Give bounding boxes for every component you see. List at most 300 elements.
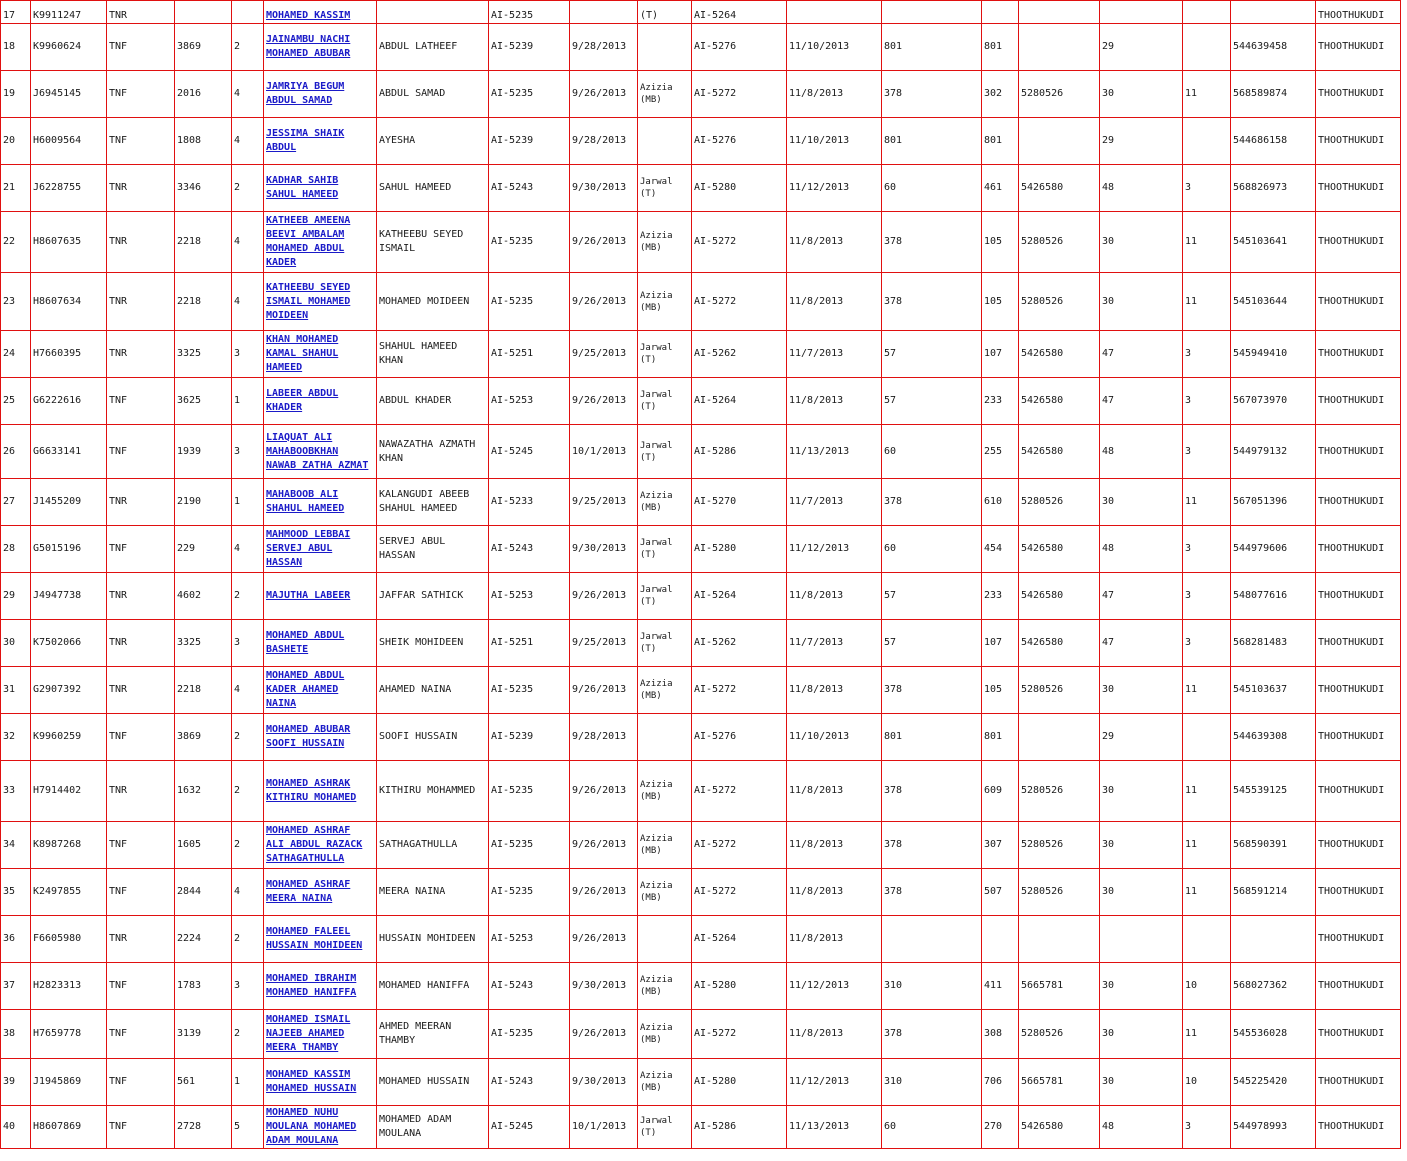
passport-number-cell: K2497855: [31, 869, 107, 916]
category-code-cell: TNR: [107, 1, 175, 24]
room-number-cell: 107: [982, 331, 1019, 378]
category-code-cell: TNR: [107, 916, 175, 963]
departure-flight-cell: AI-5243: [489, 1059, 570, 1106]
serial-number-cell: 34: [1, 822, 31, 869]
return-date-cell: 11/13/2013: [787, 425, 882, 479]
pilgrim-name-link-cell[interactable]: [264, 24, 377, 71]
maktab-number-cell: 47: [1100, 620, 1183, 667]
accommodation-area-cell: Azizia (MB): [638, 869, 692, 916]
bus-number-cell: 3: [1183, 165, 1231, 212]
passport-number-cell: G6633141: [31, 425, 107, 479]
departure-date-cell: 10/1/2013: [570, 1106, 638, 1149]
building-number-cell: [882, 1, 982, 24]
pilgrim-name-link[interactable]: KADHAR SAHIB SAHUL HAMEED: [266, 175, 339, 200]
cover-number-cell: 561: [175, 1059, 232, 1106]
cover-number-cell: 3325: [175, 331, 232, 378]
phone-number-cell: 5280526: [1019, 212, 1100, 273]
phone-number-cell: 5280526: [1019, 71, 1100, 118]
serial-number-cell: 33: [1, 761, 31, 822]
return-date-cell: 11/8/2013: [787, 212, 882, 273]
table-row: [1, 118, 1401, 165]
return-flight-cell: AI-5264: [692, 916, 787, 963]
departure-flight-cell: AI-5239: [489, 118, 570, 165]
table-row: [1, 667, 1401, 714]
departure-flight-cell: AI-5253: [489, 916, 570, 963]
accommodation-area-cell: Azizia (MB): [638, 1010, 692, 1059]
pilgrim-name-link[interactable]: MOHAMED NUHU MOULANA MOHAMED ADAM MOULANA: [266, 1107, 357, 1146]
serial-number-cell: 40: [1, 1106, 31, 1149]
category-code-cell: TNF: [107, 714, 175, 761]
serial-number-cell: 21: [1, 165, 31, 212]
departure-flight-cell: AI-5235: [489, 212, 570, 273]
departure-date-cell: 9/26/2013: [570, 761, 638, 822]
return-date-cell: 11/13/2013: [787, 1106, 882, 1149]
return-date-cell: 11/8/2013: [787, 761, 882, 822]
person-count-cell: 2: [232, 916, 264, 963]
pilgrim-name-link-cell[interactable]: [264, 573, 377, 620]
category-code-cell: TNF: [107, 1059, 175, 1106]
head-name-cell: MEERA NAINA: [377, 869, 489, 916]
person-count-cell: 2: [232, 573, 264, 620]
district-cell: THOOTHUKUDI: [1316, 378, 1401, 425]
pilgrim-name-link[interactable]: MOHAMED ASHRAF ALI ABDUL RAZACK SATHAGATHULLA: [266, 825, 363, 864]
person-count-cell: 4: [232, 526, 264, 573]
pilgrim-name-link[interactable]: JESSIMA SHAIK ABDUL: [266, 128, 345, 153]
departure-date-cell: 9/26/2013: [570, 71, 638, 118]
head-name-cell: ABDUL LATHEEF: [377, 24, 489, 71]
pilgrim-name-link-cell[interactable]: [264, 620, 377, 667]
district-cell: THOOTHUKUDI: [1316, 526, 1401, 573]
accommodation-area-cell: Jarwal (T): [638, 573, 692, 620]
receipt-number-cell: 567073970: [1231, 378, 1316, 425]
accommodation-area-cell: Jarwal (T): [638, 165, 692, 212]
person-count-cell: 2: [232, 761, 264, 822]
head-name-cell: SATHAGATHULLA: [377, 822, 489, 869]
cover-number-cell: 1605: [175, 822, 232, 869]
departure-flight-cell: AI-5235: [489, 667, 570, 714]
departure-flight-cell: AI-5243: [489, 526, 570, 573]
departure-date-cell: 9/26/2013: [570, 916, 638, 963]
table-row: [1, 479, 1401, 526]
departure-date-cell: 9/28/2013: [570, 714, 638, 761]
departure-date-cell: 9/26/2013: [570, 378, 638, 425]
district-cell: THOOTHUKUDI: [1316, 1059, 1401, 1106]
receipt-number-cell: 544978993: [1231, 1106, 1316, 1149]
passport-number-cell: H8607635: [31, 212, 107, 273]
phone-number-cell: 5280526: [1019, 667, 1100, 714]
district-cell: THOOTHUKUDI: [1316, 573, 1401, 620]
category-code-cell: TNF: [107, 378, 175, 425]
room-number-cell: 233: [982, 378, 1019, 425]
passport-number-cell: J1945869: [31, 1059, 107, 1106]
pilgrim-name-link[interactable]: LABEER ABDUL KHADER: [266, 388, 339, 413]
serial-number-cell: 22: [1, 212, 31, 273]
bus-number-cell: 10: [1183, 963, 1231, 1010]
phone-number-cell: 5426580: [1019, 620, 1100, 667]
return-flight-cell: AI-5262: [692, 331, 787, 378]
pilgrim-name-link-cell[interactable]: [264, 714, 377, 761]
bus-number-cell: [1183, 714, 1231, 761]
return-flight-cell: AI-5272: [692, 761, 787, 822]
maktab-number-cell: 47: [1100, 331, 1183, 378]
phone-number-cell: [1019, 24, 1100, 71]
pilgrim-name-link[interactable]: JAMRIYA BEGUM ABDUL SAMAD: [266, 81, 345, 106]
category-code-cell: TNR: [107, 620, 175, 667]
return-flight-cell: AI-5270: [692, 479, 787, 526]
return-date-cell: 11/12/2013: [787, 1059, 882, 1106]
room-number-cell: 706: [982, 1059, 1019, 1106]
return-date-cell: 11/8/2013: [787, 869, 882, 916]
building-number-cell: 60: [882, 425, 982, 479]
accommodation-area-cell: Jarwal (T): [638, 620, 692, 667]
cover-number-cell: 2844: [175, 869, 232, 916]
maktab-number-cell: 29: [1100, 118, 1183, 165]
maktab-number-cell: 48: [1100, 526, 1183, 573]
return-flight-cell: AI-5272: [692, 1010, 787, 1059]
category-code-cell: TNF: [107, 869, 175, 916]
pilgrim-name-link-cell[interactable]: [264, 526, 377, 573]
category-code-cell: TNR: [107, 165, 175, 212]
serial-number-cell: 24: [1, 331, 31, 378]
serial-number-cell: 28: [1, 526, 31, 573]
serial-number-cell: 29: [1, 573, 31, 620]
head-name-cell: MOHAMED ADAM MOULANA: [377, 1106, 489, 1149]
room-number-cell: 801: [982, 118, 1019, 165]
category-code-cell: TNF: [107, 425, 175, 479]
pilgrim-name-link[interactable]: MOHAMED ASHRAK KITHIRU MOHAMED: [266, 778, 357, 803]
table-row: [1, 573, 1401, 620]
maktab-number-cell: 29: [1100, 714, 1183, 761]
receipt-number-cell: 544639308: [1231, 714, 1316, 761]
building-number-cell: 378: [882, 273, 982, 331]
receipt-number-cell: 568591214: [1231, 869, 1316, 916]
bus-number-cell: [1183, 916, 1231, 963]
receipt-number-cell: 568589874: [1231, 71, 1316, 118]
pilgrim-name-link-cell[interactable]: [264, 212, 377, 273]
return-date-cell: 11/7/2013: [787, 479, 882, 526]
pilgrim-name-link-cell[interactable]: [264, 869, 377, 916]
serial-number-cell: 39: [1, 1059, 31, 1106]
table-row: [1, 1010, 1401, 1059]
district-cell: THOOTHUKUDI: [1316, 963, 1401, 1010]
bus-number-cell: 11: [1183, 761, 1231, 822]
passport-number-cell: H6009564: [31, 118, 107, 165]
person-count-cell: 4: [232, 273, 264, 331]
return-flight-cell: AI-5272: [692, 273, 787, 331]
pilgrim-name-link-cell[interactable]: [264, 331, 377, 378]
building-number-cell: 378: [882, 822, 982, 869]
room-number-cell: 302: [982, 71, 1019, 118]
person-count-cell: 4: [232, 212, 264, 273]
departure-date-cell: 9/25/2013: [570, 331, 638, 378]
bus-number-cell: 11: [1183, 71, 1231, 118]
building-number-cell: 801: [882, 118, 982, 165]
room-number-cell: 801: [982, 24, 1019, 71]
district-cell: THOOTHUKUDI: [1316, 667, 1401, 714]
building-number-cell: 57: [882, 620, 982, 667]
pilgrim-name-link[interactable]: KATHEEBU SEYED ISMAIL MOHAMED MOIDEEN: [266, 281, 351, 321]
maktab-number-cell: 30: [1100, 822, 1183, 869]
bus-number-cell: 3: [1183, 331, 1231, 378]
head-name-cell: SERVEJ ABUL HASSAN: [377, 526, 489, 573]
pilgrim-name-link[interactable]: MOHAMED IBRAHIM MOHAMED HANIFFA: [266, 973, 357, 998]
head-name-cell: MOHAMED MOIDEEN: [377, 273, 489, 331]
cover-number-cell: 2218: [175, 273, 232, 331]
pilgrim-name-link-cell[interactable]: [264, 273, 377, 331]
accommodation-area-cell: Azizia (MB): [638, 273, 692, 331]
room-number-cell: 105: [982, 273, 1019, 331]
return-date-cell: 11/8/2013: [787, 273, 882, 331]
room-number-cell: 307: [982, 822, 1019, 869]
pilgrim-name-link-cell[interactable]: [264, 425, 377, 479]
serial-number-cell: 31: [1, 667, 31, 714]
departure-flight-cell: AI-5235: [489, 273, 570, 331]
return-date-cell: 11/7/2013: [787, 620, 882, 667]
building-number-cell: 378: [882, 479, 982, 526]
pilgrim-name-link[interactable]: MOHAMED ISMAIL NAJEEB AHAMED MEERA THAMBY: [266, 1014, 351, 1053]
return-flight-cell: AI-5276: [692, 118, 787, 165]
accommodation-area-cell: Azizia (MB): [638, 667, 692, 714]
passport-number-cell: H2823313: [31, 963, 107, 1010]
table-row: [1, 963, 1401, 1010]
phone-number-cell: 5280526: [1019, 273, 1100, 331]
pilgrim-name-link[interactable]: KATHEEB AMEENA BEEVI AMBALAM MOHAMED ABDUL KADER: [266, 215, 351, 268]
return-date-cell: 11/10/2013: [787, 714, 882, 761]
return-date-cell: 11/7/2013: [787, 331, 882, 378]
receipt-number-cell: 568590391: [1231, 822, 1316, 869]
pilgrim-name-link-cell[interactable]: [264, 916, 377, 963]
person-count-cell: 1: [232, 378, 264, 425]
category-code-cell: TNR: [107, 573, 175, 620]
table-row: [1, 425, 1401, 479]
pilgrim-name-link[interactable]: MOHAMED KASSIM MOHAMED HUSSAIN: [266, 1069, 357, 1094]
pilgrim-name-link[interactable]: MOHAMED ASHRAF MEERA NAINA: [266, 879, 351, 904]
category-code-cell: TNF: [107, 24, 175, 71]
passport-number-cell: J6945145: [31, 71, 107, 118]
category-code-cell: TNF: [107, 1106, 175, 1149]
category-code-cell: TNR: [107, 273, 175, 331]
departure-flight-cell: AI-5235: [489, 761, 570, 822]
cover-number-cell: 3325: [175, 620, 232, 667]
phone-number-cell: 5426580: [1019, 165, 1100, 212]
pilgrim-name-link-cell[interactable]: [264, 761, 377, 822]
building-number-cell: 801: [882, 714, 982, 761]
serial-number-cell: 18: [1, 24, 31, 71]
table-row: [1, 165, 1401, 212]
serial-number-cell: 35: [1, 869, 31, 916]
return-date-cell: 11/8/2013: [787, 378, 882, 425]
pilgrim-name-link[interactable]: MOHAMED FALEEL HUSSAIN MOHIDEEN: [266, 926, 363, 951]
passport-number-cell: H7914402: [31, 761, 107, 822]
serial-number-cell: 19: [1, 71, 31, 118]
serial-number-cell: 36: [1, 916, 31, 963]
table-row: [1, 71, 1401, 118]
building-number-cell: 310: [882, 963, 982, 1010]
bus-number-cell: [1183, 24, 1231, 71]
pilgrim-name-link-cell[interactable]: [264, 378, 377, 425]
table-row: [1, 378, 1401, 425]
passport-number-cell: K8987268: [31, 822, 107, 869]
accommodation-area-cell: Jarwal (T): [638, 526, 692, 573]
receipt-number-cell: 545103641: [1231, 212, 1316, 273]
head-name-cell: JAFFAR SATHICK: [377, 573, 489, 620]
building-number-cell: 378: [882, 667, 982, 714]
accommodation-area-cell: Jarwal (T): [638, 425, 692, 479]
building-number-cell: 60: [882, 1106, 982, 1149]
departure-date-cell: 9/30/2013: [570, 526, 638, 573]
pilgrim-name-link[interactable]: MAHABOOB ALI SHAHUL HAMEED: [266, 489, 345, 514]
departure-date-cell: 9/30/2013: [570, 165, 638, 212]
district-cell: THOOTHUKUDI: [1316, 869, 1401, 916]
return-flight-cell: AI-5286: [692, 425, 787, 479]
accommodation-area-cell: Azizia (MB): [638, 71, 692, 118]
maktab-number-cell: 30: [1100, 479, 1183, 526]
departure-flight-cell: AI-5245: [489, 425, 570, 479]
receipt-number-cell: 548077616: [1231, 573, 1316, 620]
room-number-cell: 308: [982, 1010, 1019, 1059]
pilgrim-name-link[interactable]: MOHAMED ABDUL BASHETE: [266, 630, 345, 655]
category-code-cell: TNR: [107, 761, 175, 822]
return-flight-cell: AI-5262: [692, 620, 787, 667]
bus-number-cell: 11: [1183, 273, 1231, 331]
departure-date-cell: 9/26/2013: [570, 273, 638, 331]
table-row: [1, 526, 1401, 573]
person-count-cell: 5: [232, 1106, 264, 1149]
pilgrim-name-link[interactable]: MAJUTHA LABEER: [266, 590, 351, 601]
category-code-cell: TNF: [107, 822, 175, 869]
table-row-partial: [1, 1, 1401, 24]
return-date-cell: 11/8/2013: [787, 71, 882, 118]
passport-number-cell: K9911247: [31, 1, 107, 24]
accommodation-area-cell: [638, 24, 692, 71]
accommodation-area-cell: Azizia (MB): [638, 479, 692, 526]
cover-number-cell: 2016: [175, 71, 232, 118]
departure-flight-cell: AI-5235: [489, 822, 570, 869]
room-number-cell: 610: [982, 479, 1019, 526]
room-number-cell: 107: [982, 620, 1019, 667]
pilgrim-name-link-cell[interactable]: [264, 479, 377, 526]
pilgrim-name-link[interactable]: MOHAMED KASSIM: [266, 10, 351, 21]
pilgrim-name-link-cell[interactable]: [264, 1, 377, 24]
cover-number-cell: 3869: [175, 24, 232, 71]
passport-number-cell: F6605980: [31, 916, 107, 963]
phone-number-cell: 5280526: [1019, 761, 1100, 822]
receipt-number-cell: 545539125: [1231, 761, 1316, 822]
category-code-cell: TNF: [107, 526, 175, 573]
return-date-cell: 11/12/2013: [787, 963, 882, 1010]
room-number-cell: 801: [982, 714, 1019, 761]
passport-number-cell: H7659778: [31, 1010, 107, 1059]
pilgrim-name-link[interactable]: MOHAMED ABDUL KADER AHAMED NAINA: [266, 670, 345, 709]
return-flight-cell: AI-5272: [692, 822, 787, 869]
departure-date-cell: 9/28/2013: [570, 118, 638, 165]
room-number-cell: 105: [982, 212, 1019, 273]
departure-flight-cell: AI-5251: [489, 620, 570, 667]
maktab-number-cell: 47: [1100, 378, 1183, 425]
person-count-cell: 4: [232, 667, 264, 714]
district-cell: THOOTHUKUDI: [1316, 761, 1401, 822]
room-number-cell: 411: [982, 963, 1019, 1010]
room-number-cell: 507: [982, 869, 1019, 916]
person-count-cell: 3: [232, 963, 264, 1010]
person-count-cell: 4: [232, 869, 264, 916]
serial-number-cell: 23: [1, 273, 31, 331]
table-row: [1, 761, 1401, 822]
pilgrim-name-link[interactable]: KHAN MOHAMED KAMAL SHAHUL HAMEED: [266, 334, 339, 373]
accommodation-area-cell: [638, 714, 692, 761]
pilgrim-name-link-cell[interactable]: [264, 1010, 377, 1059]
return-flight-cell: AI-5280: [692, 526, 787, 573]
pilgrim-name-link-cell[interactable]: [264, 71, 377, 118]
return-flight-cell: AI-5276: [692, 714, 787, 761]
head-name-cell: SOOFI HUSSAIN: [377, 714, 489, 761]
head-name-cell: ABDUL KHADER: [377, 378, 489, 425]
bus-number-cell: 3: [1183, 526, 1231, 573]
departure-flight-cell: AI-5253: [489, 573, 570, 620]
table-row: [1, 1059, 1401, 1106]
receipt-number-cell: 545103644: [1231, 273, 1316, 331]
room-number-cell: 105: [982, 667, 1019, 714]
phone-number-cell: 5280526: [1019, 479, 1100, 526]
phone-number-cell: 5426580: [1019, 425, 1100, 479]
cover-number-cell: 2218: [175, 212, 232, 273]
pilgrim-name-link[interactable]: MOHAMED ABUBAR SOOFI HUSSAIN: [266, 724, 351, 749]
phone-number-cell: [1019, 714, 1100, 761]
head-name-cell: KITHIRU MOHAMMED: [377, 761, 489, 822]
pilgrim-name-link-cell[interactable]: [264, 963, 377, 1010]
departure-date-cell: 9/25/2013: [570, 479, 638, 526]
serial-number-cell: 20: [1, 118, 31, 165]
pilgrim-name-link[interactable]: JAINAMBU NACHI MOHAMED ABUBAR: [266, 34, 351, 59]
departure-date-cell: 10/1/2013: [570, 425, 638, 479]
bus-number-cell: 11: [1183, 1010, 1231, 1059]
receipt-number-cell: [1231, 916, 1316, 963]
pilgrim-name-link-cell[interactable]: [264, 822, 377, 869]
departure-date-cell: 9/26/2013: [570, 573, 638, 620]
bus-number-cell: 11: [1183, 667, 1231, 714]
maktab-number-cell: 30: [1100, 1059, 1183, 1106]
maktab-number-cell: 30: [1100, 869, 1183, 916]
departure-date-cell: 9/26/2013: [570, 869, 638, 916]
departure-date-cell: 9/26/2013: [570, 212, 638, 273]
district-cell: THOOTHUKUDI: [1316, 71, 1401, 118]
receipt-number-cell: 544639458: [1231, 24, 1316, 71]
pilgrim-name-link[interactable]: MAHMOOD LEBBAI SERVEJ ABUL HASSAN: [266, 529, 351, 568]
pilgrim-name-link[interactable]: LIAQUAT ALI MAHABOOBKHAN NAWAB ZATHA AZMAT: [266, 431, 369, 471]
receipt-number-cell: 545225420: [1231, 1059, 1316, 1106]
district-cell: THOOTHUKUDI: [1316, 1010, 1401, 1059]
category-code-cell: TNF: [107, 963, 175, 1010]
cover-number-cell: 3139: [175, 1010, 232, 1059]
cover-number-cell: 1939: [175, 425, 232, 479]
room-number-cell: 255: [982, 425, 1019, 479]
pilgrim-name-link-cell[interactable]: [264, 118, 377, 165]
maktab-number-cell: 48: [1100, 165, 1183, 212]
maktab-number-cell: 30: [1100, 273, 1183, 331]
accommodation-area-cell: Azizia (MB): [638, 822, 692, 869]
accommodation-area-cell: [638, 916, 692, 963]
pilgrim-name-link-cell[interactable]: [264, 1106, 377, 1149]
district-cell: THOOTHUKUDI: [1316, 165, 1401, 212]
category-code-cell: TNF: [107, 1010, 175, 1059]
building-number-cell: 60: [882, 165, 982, 212]
accommodation-area-cell: Jarwal (T): [638, 331, 692, 378]
pilgrim-name-link-cell[interactable]: [264, 165, 377, 212]
pilgrim-name-link-cell[interactable]: [264, 1059, 377, 1106]
building-number-cell: 801: [882, 24, 982, 71]
pilgrim-name-link-cell[interactable]: [264, 667, 377, 714]
phone-number-cell: 5665781: [1019, 1059, 1100, 1106]
